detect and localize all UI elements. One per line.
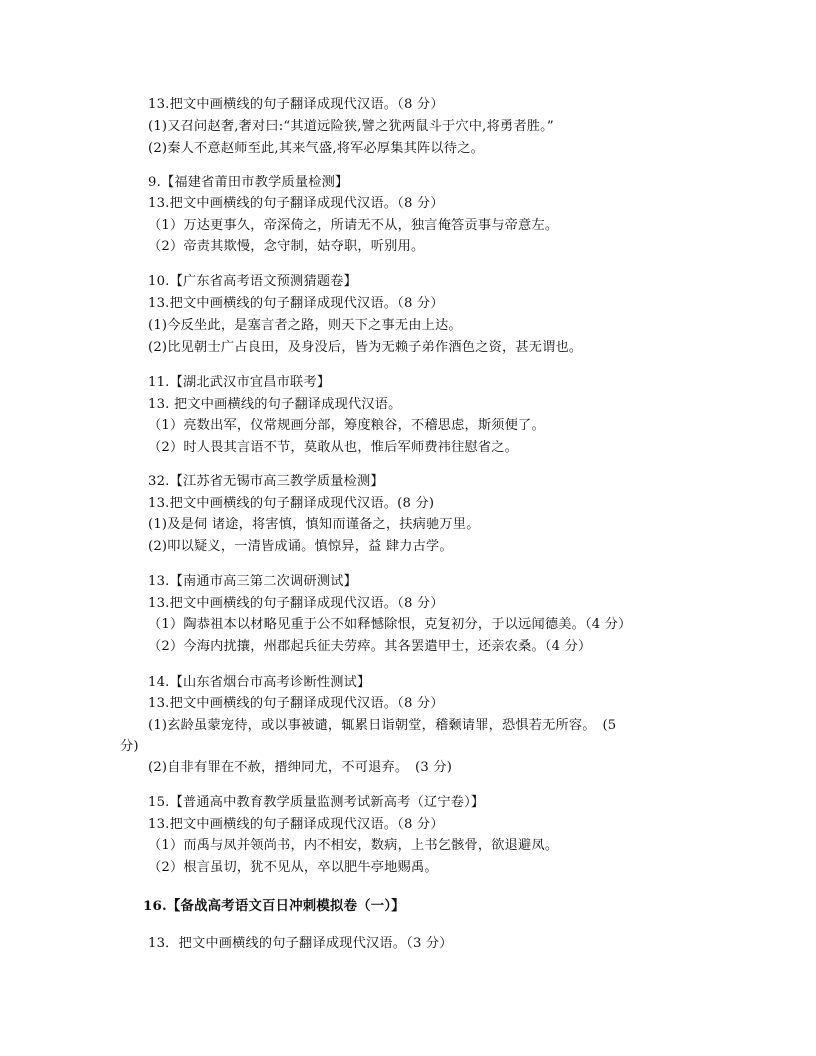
sentence-line: (1)及是伺 诸途，将害慎，慎知而谨备之，扶病驰万里。 [148, 517, 480, 532]
question-line: 13.把文中画横线的句子翻译成现代汉语。（8 分） [148, 596, 444, 611]
sentence-line: (1)今反坐此，是塞言者之路，则天下之事无由上达。 [148, 318, 462, 333]
question-line: 13.把文中画横线的句子翻译成现代汉语。(8 分) [148, 496, 435, 511]
sentence-line: （1）万达更事久，帝深倚之，所请无不从，独言俺答贡事与帝意左。 [148, 218, 559, 233]
question-line: 13.把文中画横线的句子翻译成现代汉语。（8 分） [148, 817, 444, 832]
sentence-line: （2）帝责其欺慢，念守制，姑夺职，听别用。 [148, 239, 425, 254]
section-title: 13.【南通市高三第二次调研测试】 [148, 574, 357, 589]
sentence-line: (2)秦人不意赵师至此,其来气盛,将军必厚集其阵以待之。 [148, 141, 484, 156]
sentence-line: (1)又召问赵奢,奢对曰:“其道远险狭,譬之犹两鼠斗于穴中,将勇者胜。” [148, 119, 554, 134]
question-line: 13.把文中画横线的句子翻译成现代汉语。（8 分） [148, 296, 444, 311]
sentence-line: （2）今海内扰攘，州郡起兵征夫劳瘁。其各罢遣甲士，还亲农桑。（4 分） [148, 639, 592, 654]
question-line: 13.把文中画横线的句子翻译成现代汉语。（8 分） [148, 97, 444, 112]
sentence-line: （2）根言虽切，犹不见从，卒以肥牛亭地赐禹。 [148, 860, 438, 875]
section-title: 16.【备战高考语文百日冲刺模拟卷（一）】 [143, 898, 405, 914]
question-line: 13. 把文中画横线的句子翻译成现代汉语。 [148, 397, 402, 412]
sentence-line: （1）而禹与凤并领尚书，内不相安，数病，上书乞骸骨，欲退避凤。 [148, 838, 559, 853]
sentence-line: (2)比见朝士广占良田，及身没后，皆为无赖子弟作酒色之资，甚无谓也。 [148, 340, 583, 355]
section-title: 32.【江苏省无锡市高三教学质量检测】 [148, 474, 384, 489]
sentence-line: （1）亮数出军，仪常规画分部，筹度粮谷，不稽思虑，斯须便了。 [148, 418, 545, 433]
sentence-line: (2)叩以疑义，一清皆成诵。慎惊异，益 肆力古学。 [148, 539, 453, 554]
sentence-line: (1)玄龄虽蒙宠待，或以事被谴，辄累日诣朝堂，稽颡请罪，恐惧若无所容。 (5 [148, 718, 617, 733]
sentence-line-wrap: 分) [120, 739, 139, 754]
sentence-line: (2)自非有罪在不赦，搢绅同尤，不可退弃。 (3 分) [148, 760, 453, 775]
section-title: 10.【广东省高考语文预测猜题卷】 [148, 274, 357, 289]
question-line: 13.把文中画横线的句子翻译成现代汉语。（8 分） [148, 196, 444, 211]
section-title: 15.【普通高中教育教学质量监测考试新高考（辽宁卷）】 [148, 795, 485, 810]
section-title: 9.【福建省莆田市教学质量检测】 [148, 175, 349, 190]
section-title: 14.【山东省烟台市高考诊断性测试】 [148, 675, 371, 690]
sentence-line: （1）陶恭祖本以材略见重于公不如释憾除恨，克复初分，于以远闻德美。（4 分） [148, 617, 632, 632]
question-line: 13.把文中画横线的句子翻译成现代汉语。（8 分） [148, 696, 444, 711]
sentence-line: （2）时人畏其言语不节，莫敢从也，惟后军师费祎往慰省之。 [148, 440, 519, 455]
section-title: 11.【湖北武汉市宜昌市联考】 [148, 375, 331, 390]
question-line: 13．把文中画横线的句子翻译成现代汉语。（3 分） [148, 936, 453, 951]
